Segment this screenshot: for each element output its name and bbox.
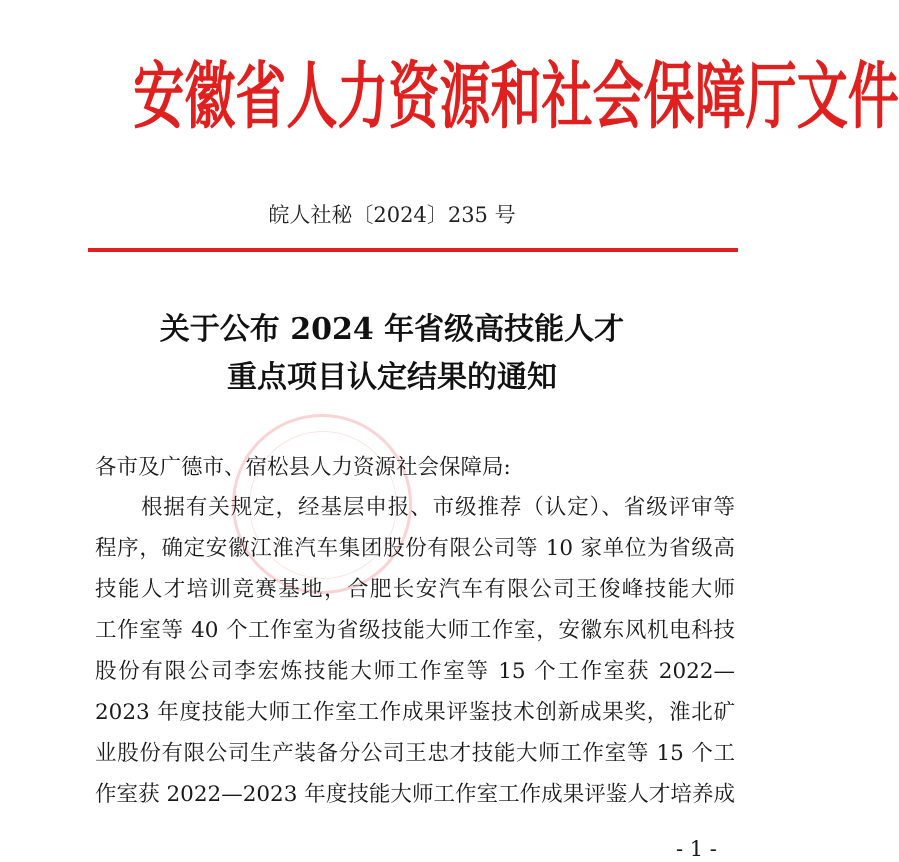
notice-title-line-2: 重点项目认定结果的通知 — [227, 360, 557, 395]
page-number: - 1 - — [676, 837, 717, 861]
notice-title-line-1: 关于公布 2024 年省级高技能人才 — [159, 312, 625, 347]
body-paragraph-line: 业股份有限公司生产装备分公司王忠才技能大师工作室等 15 个工 — [95, 741, 735, 766]
body-paragraph-line: 2023 年度技能大师工作室工作成果评鉴技术创新成果奖，淮北矿 — [95, 700, 735, 725]
salutation: 各市及广德市、宿松县人力资源社会保障局: — [95, 455, 511, 480]
body-paragraph-line: 技能人才培训竞赛基地，合肥长安汽车有限公司王俊峰技能大师 — [95, 577, 735, 602]
body-paragraph-line: 根据有关规定，经基层申报、市级推荐（认定）、省级评审等 — [141, 495, 735, 520]
body-paragraph-line: 股份有限公司李宏炼技能大师工作室等 15 个工作室获 2022— — [95, 659, 735, 684]
red-separator-rule — [88, 248, 738, 252]
body-paragraph-line: 程序，确定安徽江淮汽车集团股份有限公司等 10 家单位为省级高 — [95, 536, 735, 561]
document-number: 皖人社秘〔2024〕235 号 — [268, 203, 516, 227]
body-paragraph-line: 作室获 2022—2023 年度技能大师工作室工作成果评鉴人才培养成 — [95, 782, 735, 807]
issuing-authority-header: 安徽省人力资源和社会保障厅文件 — [133, 53, 899, 139]
body-paragraph-line: 工作室等 40 个工作室为省级技能大师工作室，安徽东风机电科技 — [95, 618, 735, 643]
